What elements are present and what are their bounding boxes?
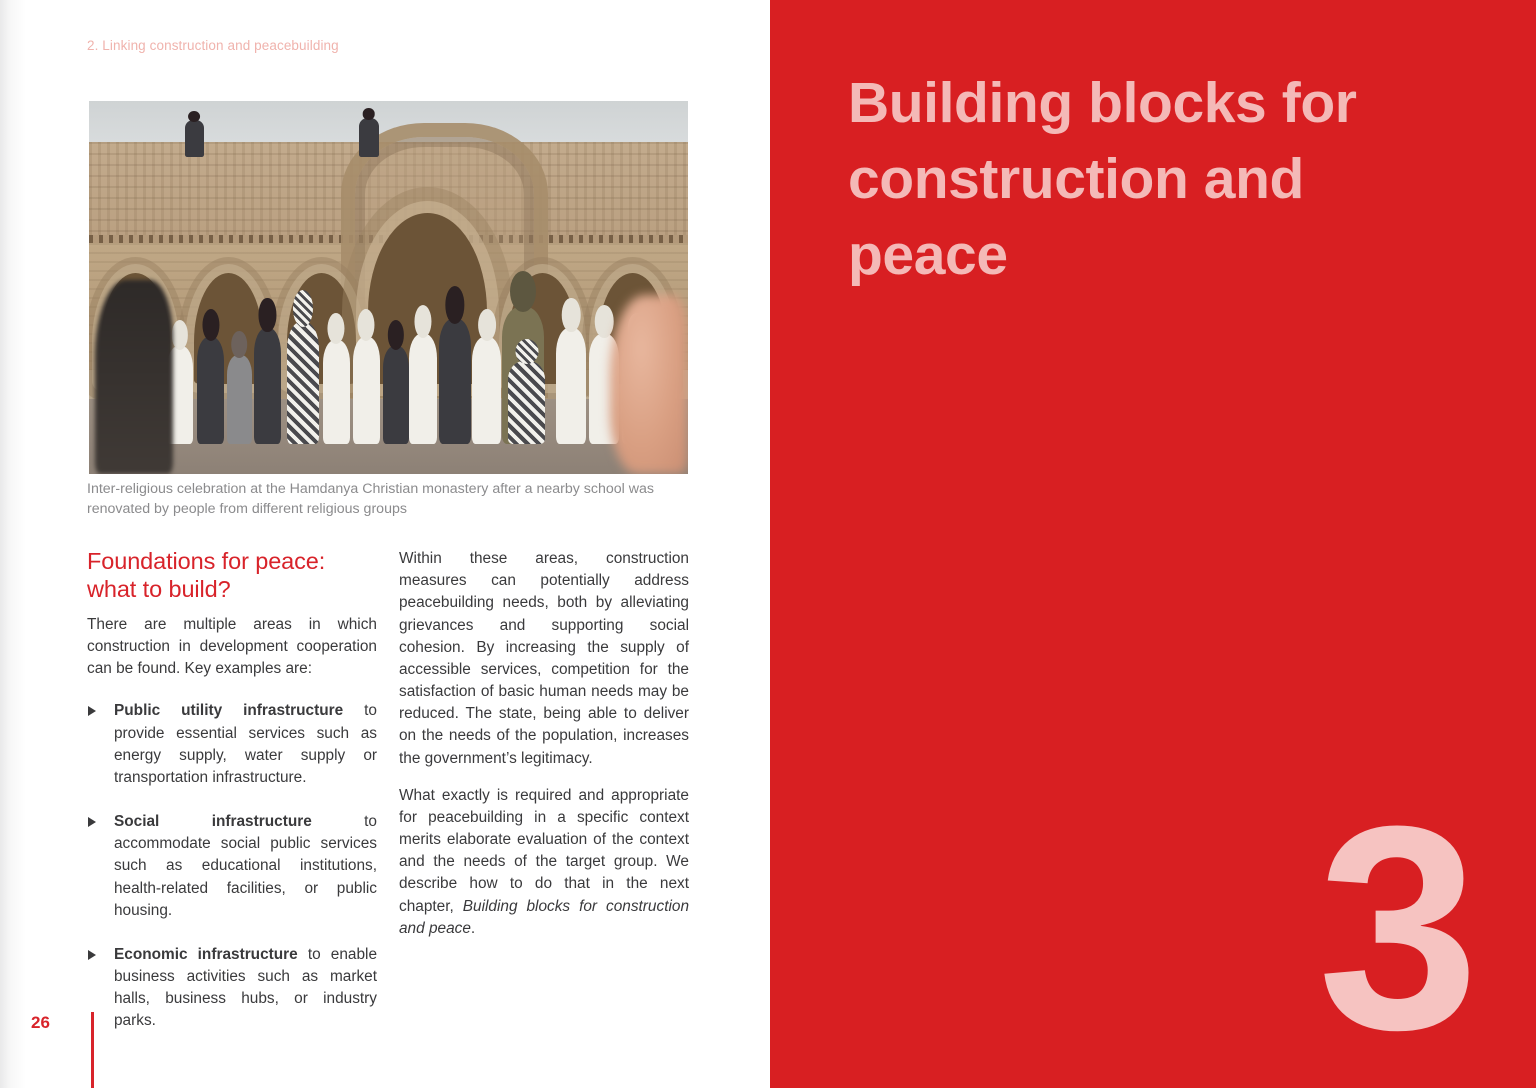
body-paragraph-2-part1: What exactly is required and appropriate for peacebuilding in a specific context merits elaborate evaluation of the context and the needs of the target group. We describe how to do that in the next chapter, [399, 786, 689, 915]
list-item-lead: Social infrastructure [114, 813, 312, 831]
intro-paragraph: There are multiple areas in which construction in development cooperation can be found. Key examples are: [87, 615, 377, 678]
running-head: 2. Linking construction and peacebuilding [87, 38, 339, 53]
section-title-line1: Foundations for peace: [87, 548, 326, 574]
list-item-lead: Public utility infrastructure [114, 702, 344, 720]
figure-caption: Inter-religious celebration at the Hamdanya Christian monastery after a nearby school was renovated by people from different religious groups [87, 481, 654, 518]
photo-crowd [89, 295, 688, 444]
list-item-rest: to enable business activities such as market halls, business hubs, or industry parks. [114, 945, 378, 1030]
triangle-bullet-icon [88, 706, 96, 716]
body-paragraph-2-part2: . [470, 919, 476, 937]
list-item-rest: to accommodate social public services such as educational institutions, health-related facilities, or public housing. [114, 813, 377, 919]
list-item [87, 944, 377, 1033]
triangle-bullet-icon [88, 817, 96, 827]
triangle-bullet-icon [88, 950, 96, 960]
page-number: 26 [31, 1013, 50, 1032]
chapter-title: Building blocks for construction and peace [848, 71, 1357, 287]
figure-photo [89, 101, 688, 474]
text-column-left [87, 548, 377, 1033]
right-page-chapter-opener [770, 0, 1536, 1088]
text-column-right [399, 548, 689, 940]
photo-roof-figures [89, 105, 688, 157]
list-item-rest: to provide essential services such as energy supply, water supply or transportation infrastructure. [114, 702, 377, 786]
list-item [87, 811, 377, 922]
photo-foreground-hand [610, 295, 688, 474]
photo-illustration [89, 101, 688, 474]
section-title-line2: what to build? [87, 575, 231, 602]
page-number-rule [91, 1012, 94, 1088]
body-paragraph-2 [399, 785, 689, 940]
key-examples-list [87, 700, 377, 1032]
list-item-lead: Economic infrastructure [114, 945, 298, 963]
chapter-reference-italic: Building blocks for construction and peace [399, 897, 690, 937]
body-paragraph-1: Within these areas, construction measures can potentially address peacebuilding needs, both by alleviating grievances and supporting social cohesion. By increasing the supply of accessible services, competition for the satisfaction of basic human needs may be reduced. The state, being able to deliver on the needs of the population, increases the government’s legitimacy. [399, 550, 689, 767]
chapter-number: 3 [1317, 766, 1479, 1090]
section-title [87, 548, 377, 604]
list-item [87, 700, 377, 789]
photo-foreground-photographer [95, 280, 173, 474]
